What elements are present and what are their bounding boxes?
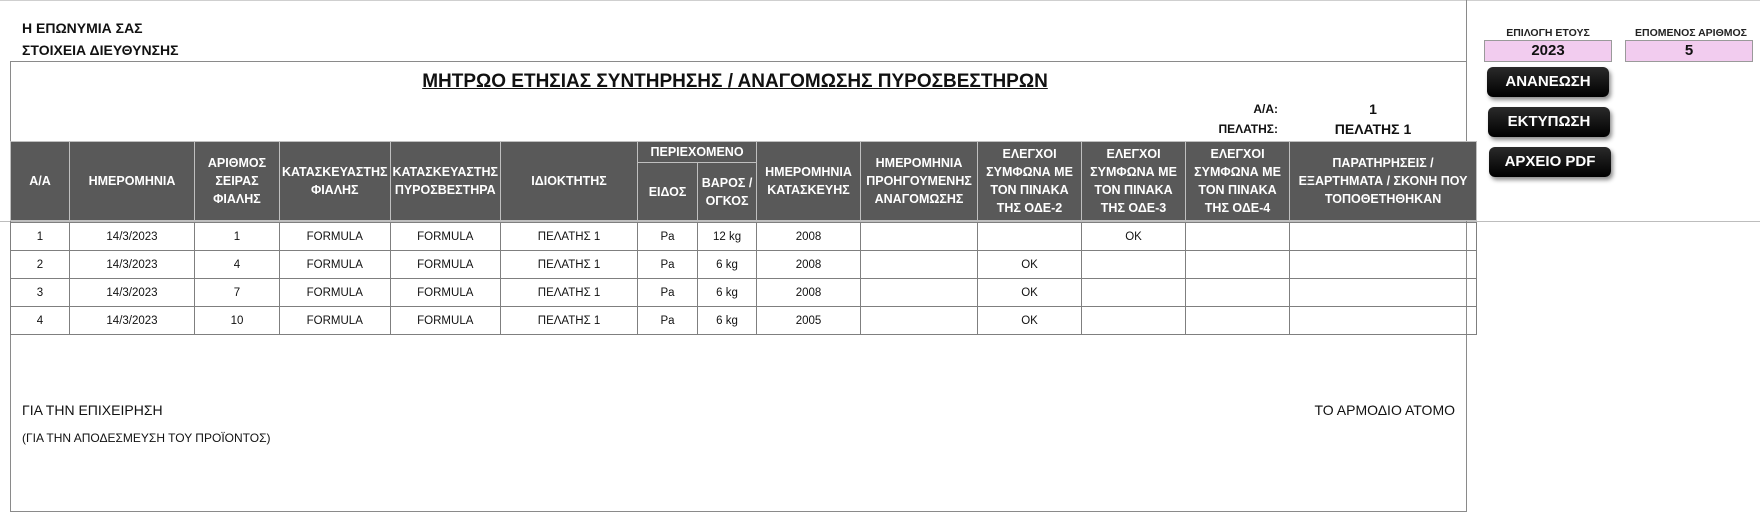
cell[interactable]: FORMULA — [390, 279, 501, 307]
cell[interactable] — [1290, 279, 1477, 307]
cell[interactable]: 1 — [11, 223, 70, 251]
cell[interactable]: 2008 — [757, 251, 861, 279]
cell[interactable]: 6 kg — [698, 279, 757, 307]
cell[interactable] — [1082, 307, 1186, 335]
table-row — [11, 279, 1477, 307]
cell[interactable] — [1290, 307, 1477, 335]
col-mfg-date: ΗΜΕΡΟΜΗΝΙΑ ΚΑΤΑΣΚΕΥΗΣ — [757, 142, 861, 221]
cell[interactable]: 14/3/2023 — [70, 251, 195, 279]
client-value: ΠΕΛΑΤΗΣ 1 — [1334, 121, 1412, 137]
year-select[interactable]: 2023 — [1484, 40, 1612, 62]
cell[interactable]: 6 kg — [698, 307, 757, 335]
cell[interactable]: OK — [1082, 223, 1186, 251]
cell[interactable]: Pa — [638, 223, 698, 251]
cell[interactable]: 14/3/2023 — [70, 279, 195, 307]
cell[interactable] — [861, 279, 978, 307]
cell[interactable]: 6 kg — [698, 251, 757, 279]
company-name: Η ΕΠΩΝΥΜΙΑ ΣΑΣ — [22, 20, 143, 36]
cell[interactable]: 14/3/2023 — [70, 307, 195, 335]
cell[interactable]: 2008 — [757, 223, 861, 251]
cell[interactable] — [1290, 251, 1477, 279]
col-aa: Α/Α — [11, 142, 70, 221]
col-prev-date: ΗΜΕΡΟΜΗΝΙΑ ΠΡΟΗΓΟΥΜΕΝΗΣ ΑΝΑΓΟΜΩΣΗΣ — [861, 142, 978, 221]
next-number-label: ΕΠΟΜΕΝΟΣ ΑΡΙΘΜΟΣ — [1635, 27, 1747, 39]
cell[interactable]: 4 — [11, 307, 70, 335]
cell[interactable]: 14/3/2023 — [70, 223, 195, 251]
cell[interactable]: ΠΕΛΑΤΗΣ 1 — [501, 223, 638, 251]
cell[interactable] — [1186, 251, 1290, 279]
year-label: ΕΠΙΛΟΓΗ ΕΤΟΥΣ — [1506, 27, 1590, 39]
cell[interactable]: ΠΕΛΑΤΗΣ 1 — [501, 251, 638, 279]
col-kind: ΕΙΔΟΣ — [638, 163, 698, 221]
cell[interactable] — [1186, 279, 1290, 307]
cell[interactable] — [861, 251, 978, 279]
register-table — [10, 141, 1477, 335]
cell[interactable]: OK — [978, 279, 1082, 307]
cell[interactable]: 4 — [195, 251, 280, 279]
cell[interactable]: ΠΕΛΑΤΗΣ 1 — [501, 279, 638, 307]
cell[interactable]: OK — [978, 251, 1082, 279]
col-extinguisher-maker: ΚΑΤΑΣΚΕΥΑΣΤΗΣ ΠΥΡΟΣΒΕΣΤΗΡΑ — [390, 142, 501, 221]
col-owner: ΙΔΙΟΚΤΗΤΗΣ — [501, 142, 638, 221]
cell[interactable]: 2008 — [757, 279, 861, 307]
col-content: ΠΕΡΙΕΧΟΜΕΝΟ — [638, 142, 757, 163]
cell[interactable]: 2005 — [757, 307, 861, 335]
print-button[interactable]: ΕΚΤΥΠΩΣΗ — [1488, 107, 1610, 137]
refresh-button[interactable]: ΑΝΑΝΕΩΣΗ — [1487, 67, 1609, 97]
cell[interactable] — [1290, 223, 1477, 251]
cell[interactable]: FORMULA — [390, 251, 501, 279]
cell[interactable]: FORMULA — [390, 223, 501, 251]
cell[interactable]: OK — [978, 307, 1082, 335]
cell[interactable]: 12 kg — [698, 223, 757, 251]
col-serial: ΑΡΙΘΜΟΣ ΣΕΙΡΑΣ ΦΙΑΛΗΣ — [195, 142, 280, 221]
cell[interactable] — [978, 223, 1082, 251]
cell[interactable] — [861, 307, 978, 335]
cell[interactable]: 7 — [195, 279, 280, 307]
col-bottle-maker: ΚΑΤΑΣΚΕΥΑΣΤΗΣ ΦΙΑΛΗΣ — [280, 142, 391, 221]
client-label: ΠΕΛΑΤΗΣ: — [1218, 122, 1278, 136]
cell[interactable]: Pa — [638, 251, 698, 279]
col-notes: ΠΑΡΑΤΗΡΗΣΕΙΣ / ΕΞΑΡΤΗΜΑΤΑ / ΣΚΟΝΗ ΠΟΥ ΤΟΠΟΘΕΤΗΘΗΚΑΝ — [1290, 142, 1477, 221]
cell[interactable]: FORMULA — [280, 279, 391, 307]
table-row — [11, 223, 1477, 251]
cell[interactable] — [1082, 251, 1186, 279]
responsible-signature-label: ΤΟ ΑΡΜΟΔΙΟ ΑΤΟΜΟ — [1314, 402, 1455, 418]
col-ode4: ΕΛΕΓΧΟΙ ΣΥΜΦΩΝΑ ΜΕ ΤΟΝ ΠΙΝΑΚΑ ΤΗΣ ΟΔΕ-4 — [1186, 142, 1290, 221]
cell[interactable]: Pa — [638, 279, 698, 307]
aa-value: 1 — [1369, 101, 1377, 117]
release-note: (ΓΙΑ ΤΗΝ ΑΠΟΔΕΣΜΕΥΣΗ ΤΟΥ ΠΡΟΪΟΝΤΟΣ) — [22, 431, 271, 445]
company-address: ΣΤΟΙΧΕΙΑ ΔΙΕΥΘΥΝΣΗΣ — [22, 42, 179, 58]
cell[interactable]: 10 — [195, 307, 280, 335]
cell[interactable] — [1186, 223, 1290, 251]
aa-label: Α/Α: — [1253, 102, 1278, 116]
cell[interactable]: FORMULA — [280, 251, 391, 279]
cell[interactable] — [1082, 279, 1186, 307]
cell[interactable]: 3 — [11, 279, 70, 307]
cell[interactable]: FORMULA — [280, 307, 391, 335]
cell[interactable]: 2 — [11, 251, 70, 279]
cell[interactable] — [1186, 307, 1290, 335]
cell[interactable] — [861, 223, 978, 251]
col-ode3: ΕΛΕΓΧΟΙ ΣΥΜΦΩΝΑ ΜΕ ΤΟΝ ΠΙΝΑΚΑ ΤΗΣ ΟΔΕ-3 — [1082, 142, 1186, 221]
col-date: ΗΜΕΡΟΜΗΝΙΑ — [70, 142, 195, 221]
next-number-field[interactable]: 5 — [1625, 40, 1753, 62]
cell[interactable]: FORMULA — [280, 223, 391, 251]
table-row — [11, 251, 1477, 279]
cell[interactable]: ΠΕΛΑΤΗΣ 1 — [501, 307, 638, 335]
page-title: ΜΗΤΡΩΟ ΕΤΗΣΙΑΣ ΣΥΝΤΗΡΗΣΗΣ / ΑΝΑΓΟΜΩΣΗΣ ΠΥΡΟΣΒΕΣΤΗΡΩΝ — [422, 71, 1048, 92]
cell[interactable]: Pa — [638, 307, 698, 335]
table-row — [11, 307, 1477, 335]
pdf-button[interactable]: ΑΡΧΕΙΟ PDF — [1489, 147, 1611, 177]
col-ode2: ΕΛΕΓΧΟΙ ΣΥΜΦΩΝΑ ΜΕ ΤΟΝ ΠΙΝΑΚΑ ΤΗΣ ΟΔΕ-2 — [978, 142, 1082, 221]
cell[interactable]: FORMULA — [390, 307, 501, 335]
business-signature-label: ΓΙΑ ΤΗΝ ΕΠΙΧΕΙΡΗΣΗ — [22, 402, 163, 418]
cell[interactable]: 1 — [195, 223, 280, 251]
col-weight: ΒΑΡΟΣ / ΟΓΚΟΣ — [698, 163, 757, 221]
